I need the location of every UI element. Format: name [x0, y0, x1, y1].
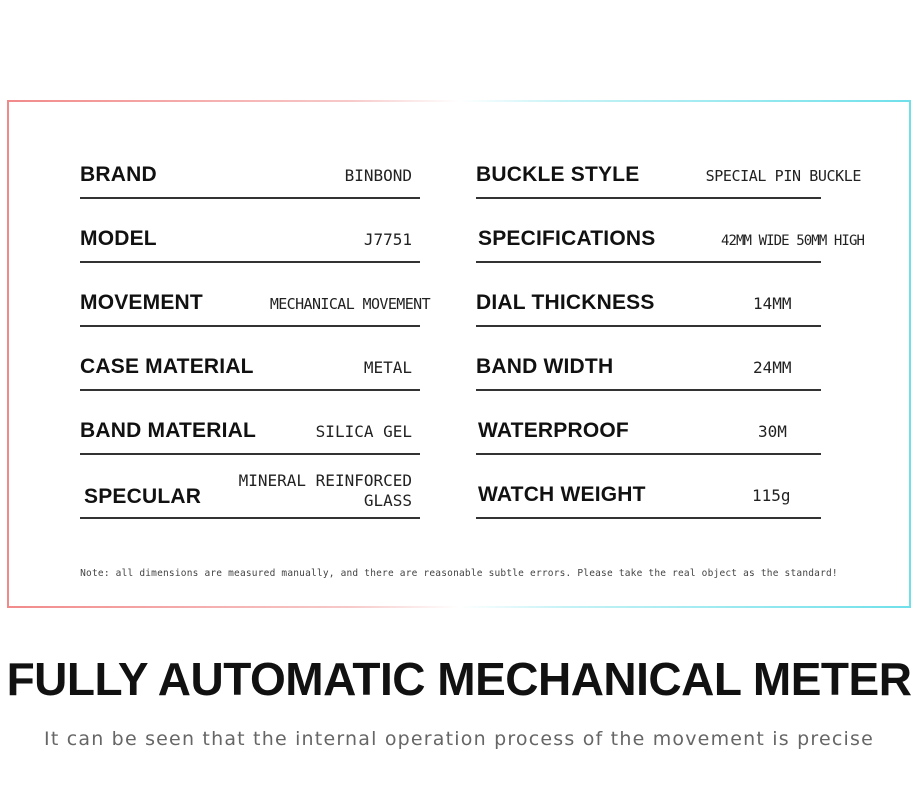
measurement-note: Note: all dimensions are measured manually, and there are reasonable subtle errors. Please take the real object as the standard! — [80, 568, 838, 579]
spec-value: J7751 — [363, 230, 412, 249]
panel-border-bottom — [7, 606, 911, 608]
spec-label: BRAND — [80, 163, 157, 186]
spec-row-band-width — [476, 327, 821, 391]
spec-value: 115g — [752, 486, 791, 505]
spec-value: 24MM — [753, 358, 792, 377]
spec-label: BUCKLE STYLE — [476, 163, 640, 186]
panel-border-right — [909, 100, 911, 608]
spec-value: 42MM WIDE 50MM HIGH — [720, 233, 864, 249]
spec-value: MINERAL REINFORCED GLASS — [238, 471, 412, 510]
divider — [476, 517, 821, 519]
spec-value: 14MM — [753, 294, 792, 313]
panel-border-left — [7, 100, 9, 608]
spec-label: WATCH WEIGHT — [478, 483, 646, 506]
spec-row-dial-thickness — [476, 263, 821, 327]
spec-value: METAL — [363, 358, 412, 377]
subheadline: It can be seen that the internal operation process of the movement is precise — [44, 728, 874, 750]
spec-label: MOVEMENT — [80, 291, 203, 314]
spec-label: CASE MATERIAL — [80, 355, 254, 378]
spec-row-model — [80, 199, 420, 263]
spec-value: SILICA GEL — [315, 422, 412, 441]
spec-panel — [7, 100, 911, 608]
spec-row-brand — [80, 135, 420, 199]
spec-label: WATERPROOF — [478, 419, 629, 442]
spec-value: MECHANICAL MOVEMENT — [269, 295, 430, 313]
spec-value: SPECIAL PIN BUCKLE — [705, 167, 861, 185]
spec-row-movement — [80, 263, 430, 327]
headline: FULLY AUTOMATIC MECHANICAL METER — [6, 653, 912, 705]
spec-label: DIAL THICKNESS — [476, 291, 655, 314]
spec-row-specular — [80, 455, 420, 519]
spec-label: SPECULAR — [84, 485, 202, 508]
spec-row-case-material — [80, 327, 420, 391]
spec-row-buckle-style — [476, 135, 861, 199]
spec-label: BAND MATERIAL — [80, 419, 257, 442]
spec-row-waterproof — [476, 391, 821, 455]
spec-row-band-material — [80, 391, 420, 455]
spec-label: BAND WIDTH — [476, 355, 614, 378]
spec-value: BINBOND — [344, 166, 412, 185]
spec-label: SPECIFICATIONS — [478, 227, 656, 250]
panel-border-top — [7, 100, 911, 102]
divider — [80, 517, 420, 519]
spec-row-specifications — [476, 199, 864, 263]
spec-label: MODEL — [80, 227, 157, 250]
spec-row-watch-weight — [476, 455, 821, 519]
spec-value: 30M — [758, 422, 787, 441]
